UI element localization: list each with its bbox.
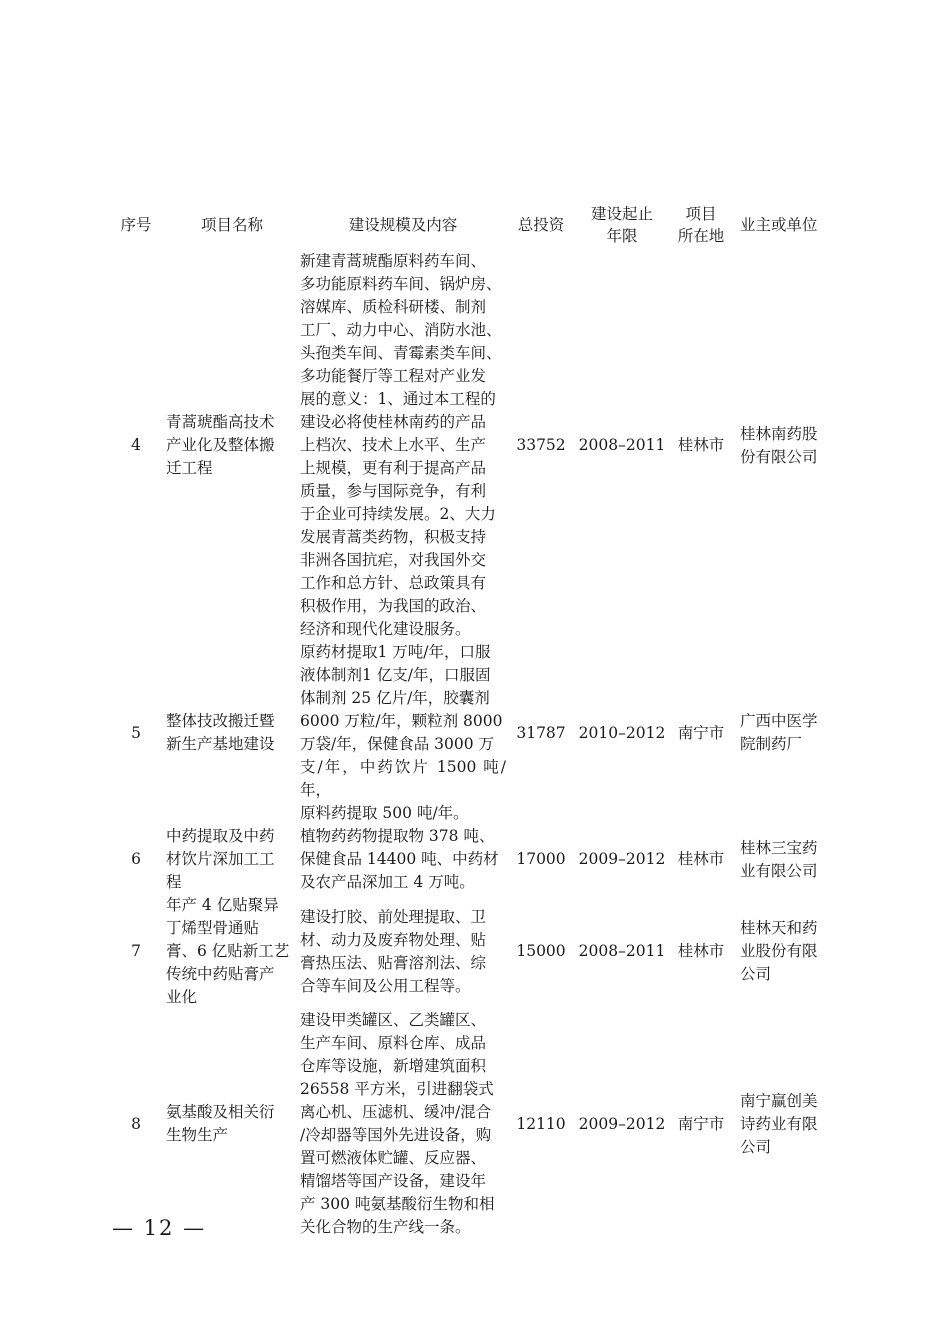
row-investment: 33752 (516, 436, 566, 454)
row-scope-text: 建设打胶、前处理提取、卫 材、动力及废弃物处理、贴 膏热压法、贴膏溶剂法、综 合等车间及公用工程等。 (300, 907, 487, 995)
row-name-text: 青蒿琥酯高技术 产业化及整体搬 迁工程 (166, 413, 275, 477)
header-scope: 建设规模及内容 (348, 216, 458, 234)
header-owner: 业主或单位 (740, 216, 818, 234)
row-investment: 15000 (516, 942, 566, 960)
row-investment: 12110 (516, 1114, 566, 1133)
row-seq: 5 (131, 723, 141, 742)
table-header-row (108, 200, 842, 250)
row-seq: 4 (131, 436, 141, 454)
table-row (108, 250, 842, 641)
row-seq: 6 (131, 850, 141, 868)
row-name-text: 中药提取及中药 材饮片深加工工 程 (166, 827, 275, 891)
row-seq: 8 (131, 1114, 141, 1133)
row-owner-text: 广西中医学 院制药厂 (740, 712, 818, 753)
row-owner-text: 桂林天和药 业股份有限 公司 (740, 919, 818, 983)
row-scope (298, 641, 506, 825)
row-owner-text: 桂林南药股 份有限公司 (740, 424, 818, 466)
header-investment: 总投资 (517, 216, 565, 234)
row-period: 2008–2011 (578, 942, 666, 960)
row-scope-text: 原药材提取1 万吨/年，口服 液体制剂1 亿支/年，口服固 体制剂 25 亿片/年，胶囊剂 6000 万粒/年，颗粒剂 8000 万袋/年，保健食品 3000 万 支/年，中药饮片 1500 吨/年， 原料药提取 500 吨/年。 (300, 643, 506, 822)
row-name-text: 整体技改搬迁暨 新生产基地建设 (166, 712, 275, 753)
row-name (164, 894, 298, 1009)
page-number: — 12 — (112, 1216, 207, 1240)
row-owner-text: 桂林三宝药 业有限公司 (740, 838, 818, 880)
row-scope-text: 建设甲类罐区、乙类罐区、 生产车间、原料仓库、成品 仓库等设施，新增建筑面积 26558 平方米，引进翻袋式 离心机、压滤机、缓冲/混合 /冷却器等国外先进设备，购 置可燃液体贮罐、反应器、 精馏塔等国产设备，建设年 产 300 吨氨基酸衍生物和相 关化合物的生产线一条。 (300, 1011, 495, 1236)
row-location: 桂林市 (677, 850, 725, 868)
row-scope (298, 250, 506, 641)
row-location: 桂林市 (677, 436, 725, 454)
table-row (108, 894, 842, 1009)
row-name (164, 1009, 298, 1239)
header-period: 建设起止 年限 (590, 205, 653, 245)
project-table (108, 200, 842, 1239)
table-row (108, 825, 842, 894)
row-owner (734, 1009, 842, 1239)
table-row (108, 1009, 842, 1239)
row-period: 2009–2012 (578, 1114, 666, 1133)
row-owner (734, 641, 842, 825)
row-investment: 17000 (516, 850, 566, 868)
row-name-text: 年产 4 亿贴聚异 丁烯型骨通贴 膏、6 亿贴新工艺 传统中药贴膏产 业化 (166, 896, 290, 1006)
row-owner (734, 825, 842, 894)
row-owner-text: 南宁赢创美 诗药业有限 公司 (740, 1091, 818, 1156)
table-row (108, 641, 842, 825)
row-owner (734, 250, 842, 641)
header-name: 项目名称 (200, 216, 263, 234)
row-period: 2009–2012 (578, 850, 666, 868)
row-name (164, 825, 298, 894)
row-scope (298, 894, 506, 1009)
header-location: 项目 所在地 (677, 205, 725, 245)
header-seq: 序号 (120, 216, 152, 234)
row-period: 2010–2012 (578, 723, 666, 742)
row-scope-text: 植物药药物提取物 378 吨、 保健食品 14400 吨、中药材 及农产品深加工 4 万吨。 (300, 827, 499, 891)
row-scope (298, 1009, 506, 1239)
row-owner (734, 894, 842, 1009)
row-seq: 7 (131, 942, 141, 960)
row-location: 桂林市 (677, 942, 725, 960)
row-name (164, 250, 298, 641)
row-name-text: 氨基酸及相关衍 生物生产 (166, 1103, 275, 1144)
row-investment: 31787 (516, 723, 566, 742)
row-location: 南宁市 (677, 1114, 725, 1133)
row-scope (298, 825, 506, 894)
row-period: 2008–2011 (578, 436, 666, 454)
row-location: 南宁市 (677, 723, 725, 742)
row-scope-text: 新建青蒿琥酯原料药车间、 多功能原料药车间、锅炉房、 溶媒库、质检科研楼、制剂 工厂、动力中心、消防水池、 头孢类车间、青霉素类车间、 多功能餐厅等工程对产业发 展的意义：1、通过本工程的 建设必将使桂林南药的产品 上档次、技术上水平、生产 上规模，更有利于提高产品 质量，参与国际竞争，有利 于企业可持续发展。2、大力 发展青蒿类药物，积极支持 非洲各国抗疟，对我国外交 工作和总方针、总政策具有 积极作用，为我国的政治、 经济和现代化建设服务。 (300, 252, 502, 638)
row-name (164, 641, 298, 825)
